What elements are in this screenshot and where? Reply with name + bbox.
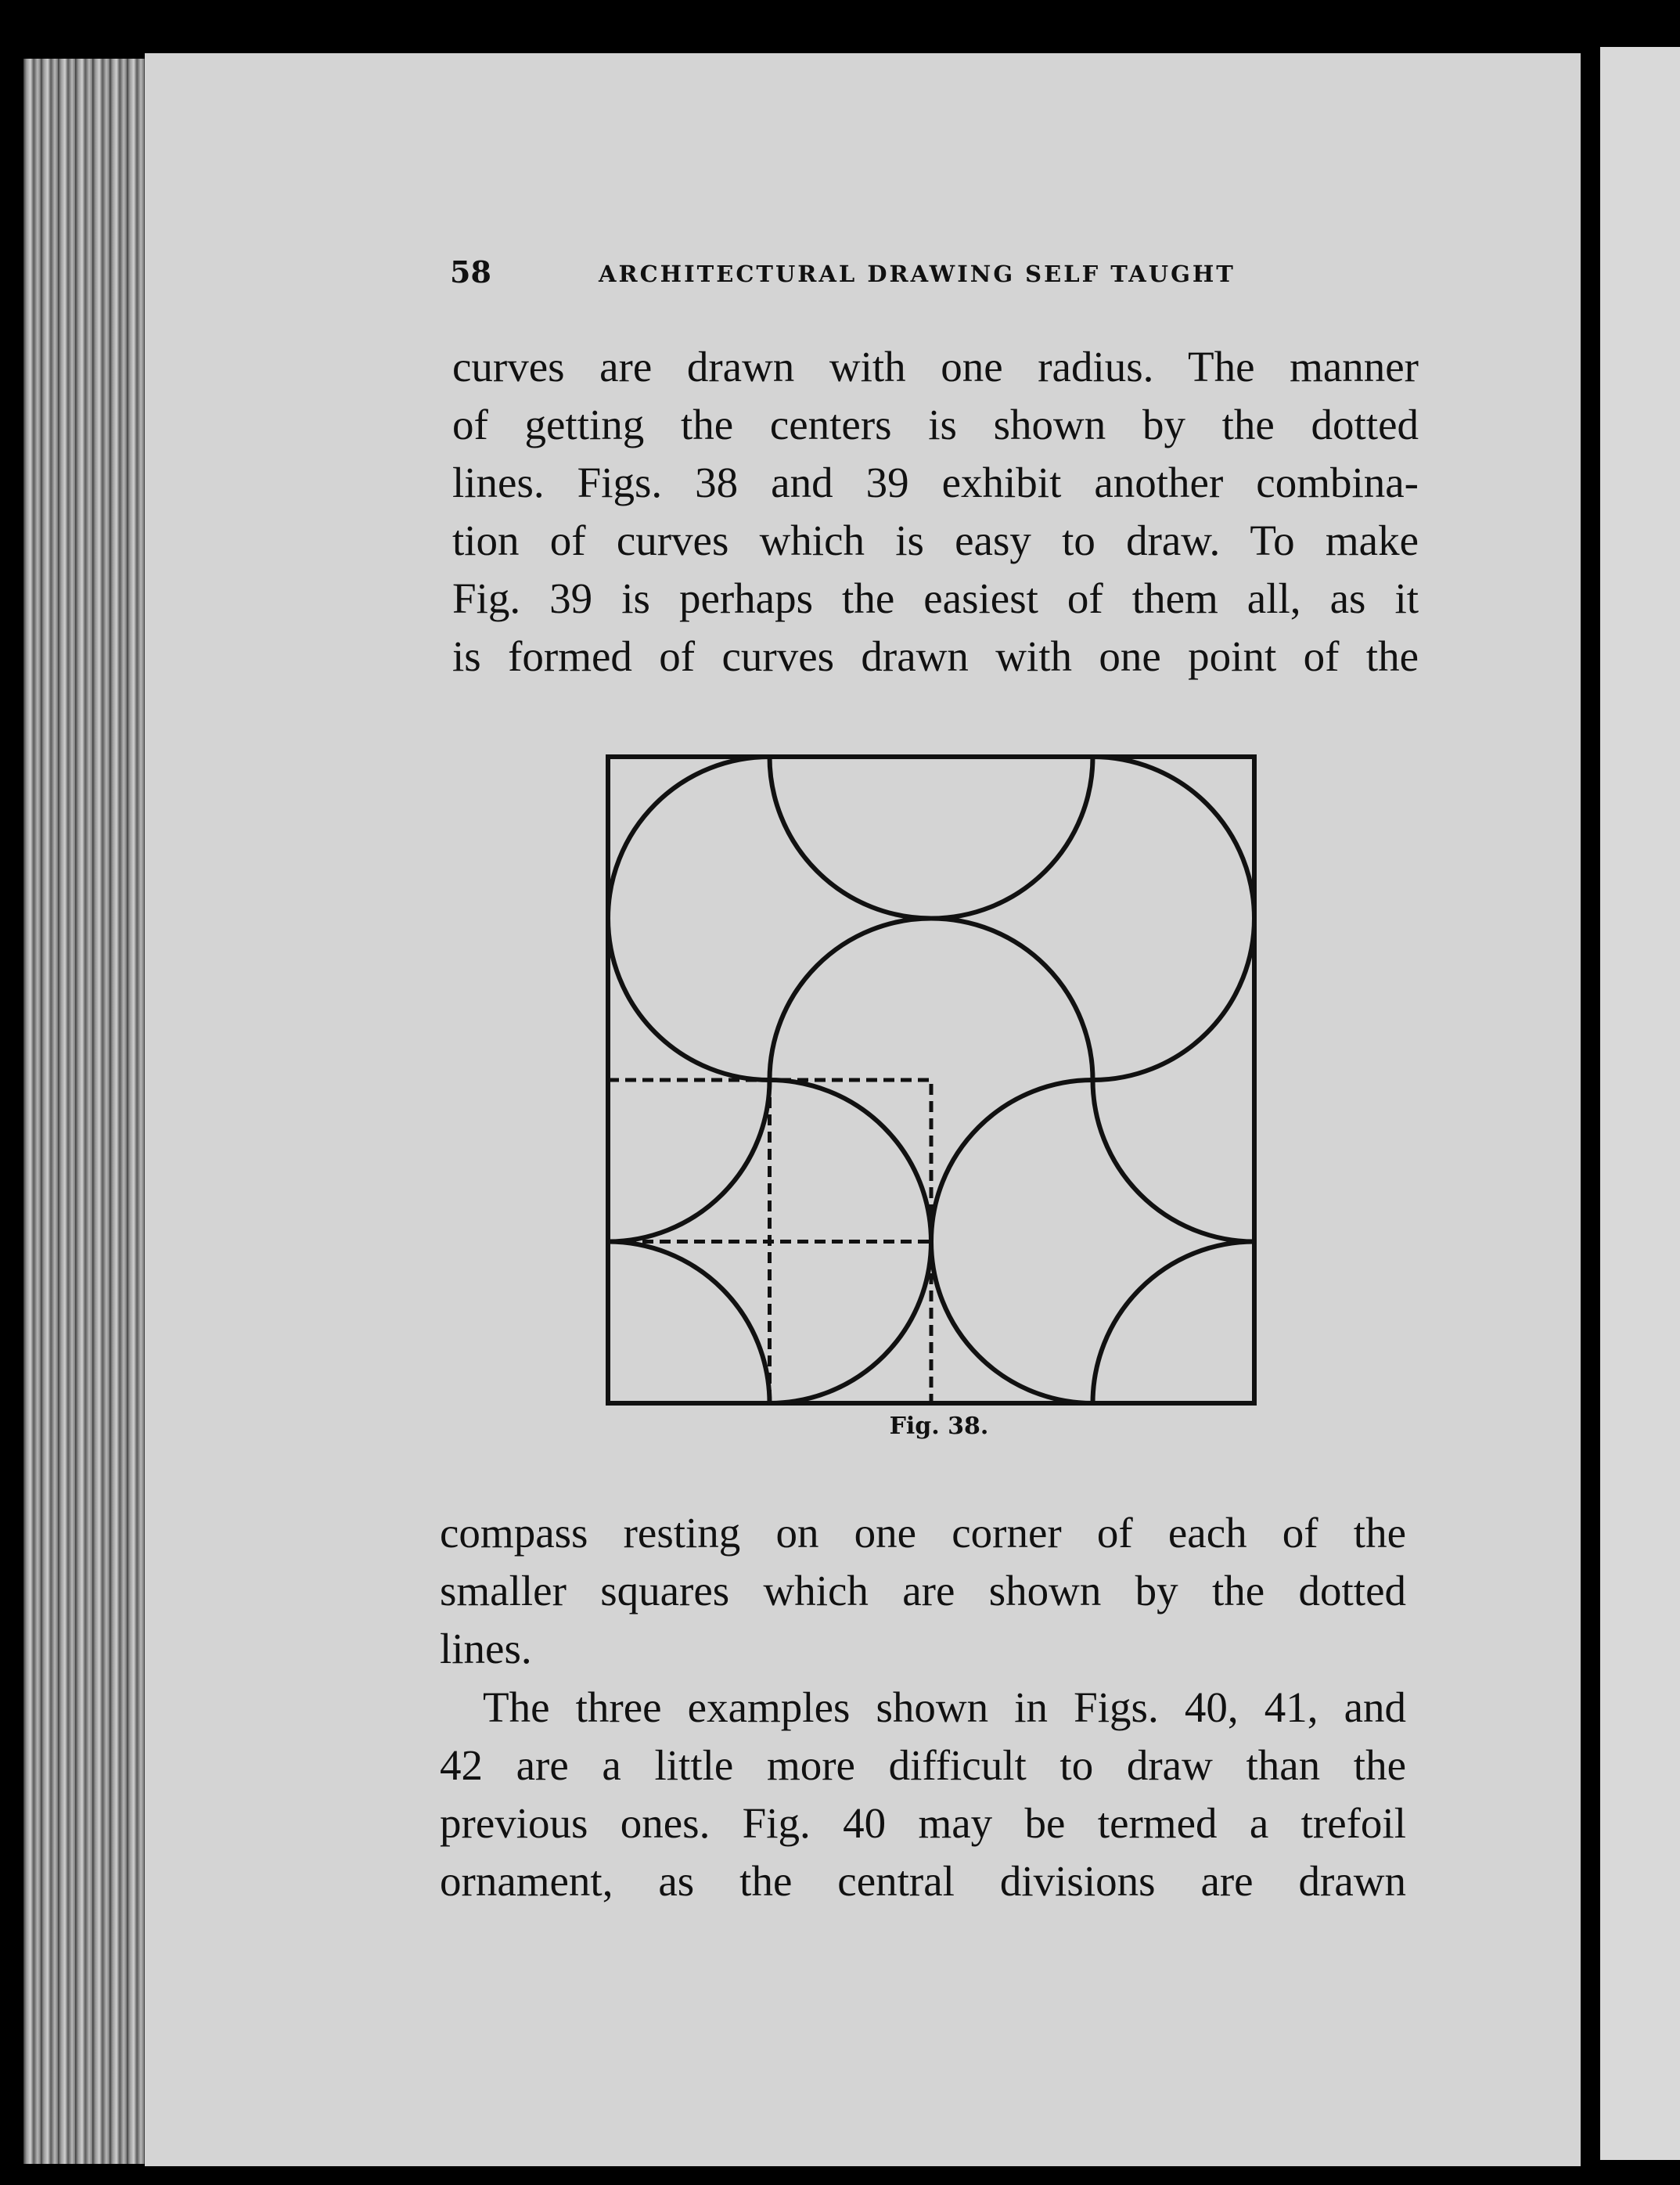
arc-top-left <box>608 757 770 1080</box>
text-line: 42 are a little more difficult to draw than the <box>440 1741 1406 1789</box>
arc-bottom-left-inner <box>770 1242 932 1404</box>
paragraph-1 <box>452 338 1419 686</box>
arc-bottom-left-outer <box>608 1242 770 1404</box>
text-line: of getting the centers is shown by the dotted <box>452 401 1419 448</box>
book-spine <box>23 59 149 2164</box>
text-line: smaller squares which are shown by the dotted <box>440 1567 1406 1614</box>
arc-bottom-right-outer <box>1093 1242 1255 1404</box>
arc-top-right <box>1093 757 1255 1080</box>
text-line: Fig. 39 is perhaps the easiest of them all, as it <box>452 574 1419 622</box>
arc-center-hump <box>770 919 1093 1081</box>
running-head <box>450 254 1287 293</box>
page-number: 58 <box>450 254 491 290</box>
arc-top-center <box>770 757 1093 919</box>
text-line: ornament, as the central divisions are drawn <box>440 1857 1406 1905</box>
facing-page-edge <box>1600 47 1680 2160</box>
arc-bottom-right-inner <box>931 1242 1093 1404</box>
text-line: previous ones. Fig. 40 may be termed a trefoil <box>440 1799 1406 1847</box>
figure-caption: Fig. 38. <box>889 1413 989 1440</box>
arc-right-corner <box>1093 1080 1255 1242</box>
text-line: The three examples shown in Figs. 40, 41, and <box>483 1683 1406 1731</box>
text-line: compass resting on one corner of each of the <box>440 1509 1406 1557</box>
paragraph-3 <box>440 1679 1406 1910</box>
arc-left-corner <box>608 1080 770 1242</box>
paragraph-2 <box>440 1504 1406 1678</box>
figure-38-drawing <box>595 743 1268 1416</box>
text-line: lines. <box>440 1625 532 1672</box>
text-line: tion of curves which is easy to draw. To make <box>452 517 1419 564</box>
arc-mid-right <box>931 1080 1093 1242</box>
text-line: is formed of curves drawn with one point of the <box>452 632 1419 680</box>
arc-mid-left <box>770 1080 932 1242</box>
text-line: lines. Figs. 38 and 39 exhibit another combina- <box>452 459 1419 506</box>
text-line: curves are drawn with one radius. The manner <box>452 343 1419 391</box>
figure-38 <box>595 743 1268 1416</box>
running-head-title: ARCHITECTURAL DRAWING SELF TAUGHT <box>599 261 1236 287</box>
